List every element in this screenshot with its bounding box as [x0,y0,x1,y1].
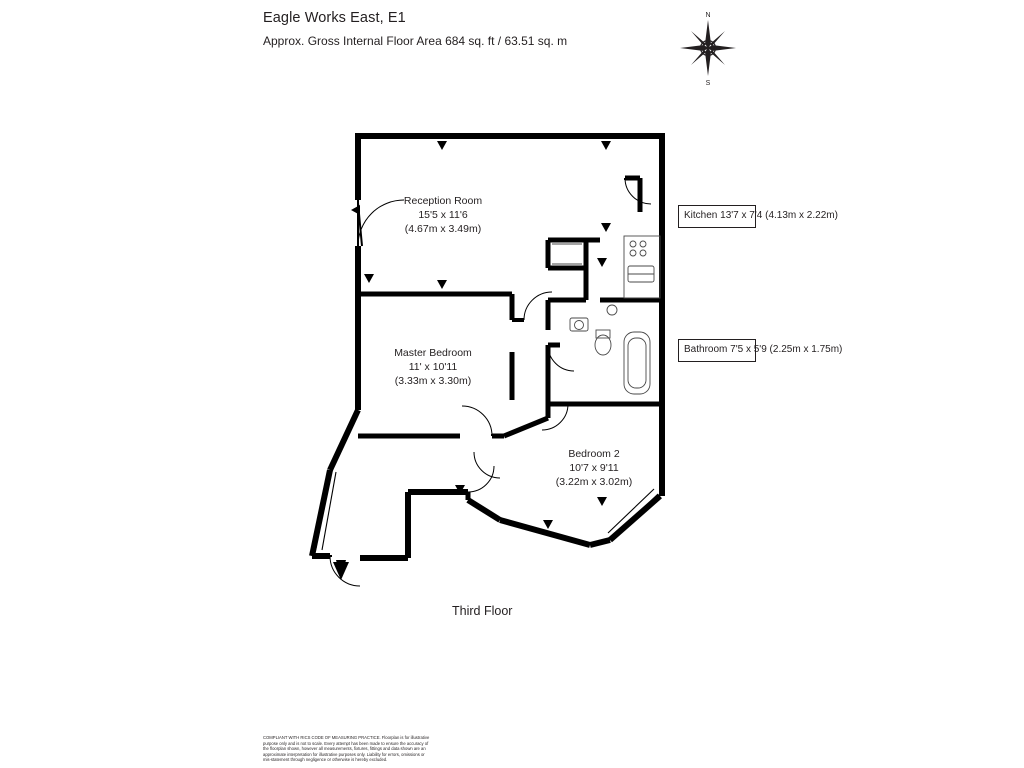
page-title: Eagle Works East, E1 [263,10,406,26]
room-name: Bedroom 2 [568,448,620,460]
room-dimensions-metric: (4.13m x 2.22m) [765,210,838,221]
room-dimensions-metric: (3.33m x 3.30m) [394,375,472,387]
room-dimensions-imperial: 15'5 x 11'6 [418,209,468,221]
room-label-bedroom-2 [524,447,664,489]
room-name: Master Bedroom [394,347,472,359]
disclaimer-line-1: COMPLIANT WITH RICS CODE OF MEASURING PRACTICE. Floorplan is for illustrative [263,735,430,740]
room-dimensions-imperial: 11' x 10'11 [408,361,458,373]
room-dimensions-imperial: 7'5 x 5'9 [730,344,767,355]
room-name: Bathroom [684,344,728,355]
room-label-bathroom [678,339,843,362]
svg-text:S: S [705,80,711,87]
room-name: Kitchen [684,210,718,221]
disclaimer-line-5: mis-statement through negligence or otherwise is hereby excluded. [263,757,388,763]
room-dimensions-metric: (3.22m x 3.02m) [555,476,633,488]
svg-text:N: N [705,12,711,19]
disclaimer-line-3: the floorplan shown, however all measurements, fixtures, fittings and data shown are an [263,746,426,752]
room-label-reception [373,194,513,236]
room-dimensions-metric: (4.67m x 3.49m) [404,223,482,235]
room-dimensions-imperial: 13'7 x 7'4 [720,210,763,221]
disclaimer-line-2: purpose only and is not to scale. Every attempt has been made to ensure the accuracy of [263,740,429,746]
disclaimer-line-4: approximate interpretation for illustrative purposes only. Liability for errors, omissions or [263,751,425,757]
room-dimensions-imperial: 10'7 x 9'11 [569,462,619,474]
page-subtitle: Approx. Gross Internal Floor Area 684 sq. ft / 63.51 sq. m [263,34,568,48]
room-dimensions-metric: (2.25m x 1.75m) [769,344,843,355]
floor-label: Third Floor [452,604,513,618]
disclaimer [263,735,493,763]
room-name: Reception Room [403,195,483,207]
room-label-master-bedroom [363,346,503,388]
room-label-kitchen [678,205,838,228]
